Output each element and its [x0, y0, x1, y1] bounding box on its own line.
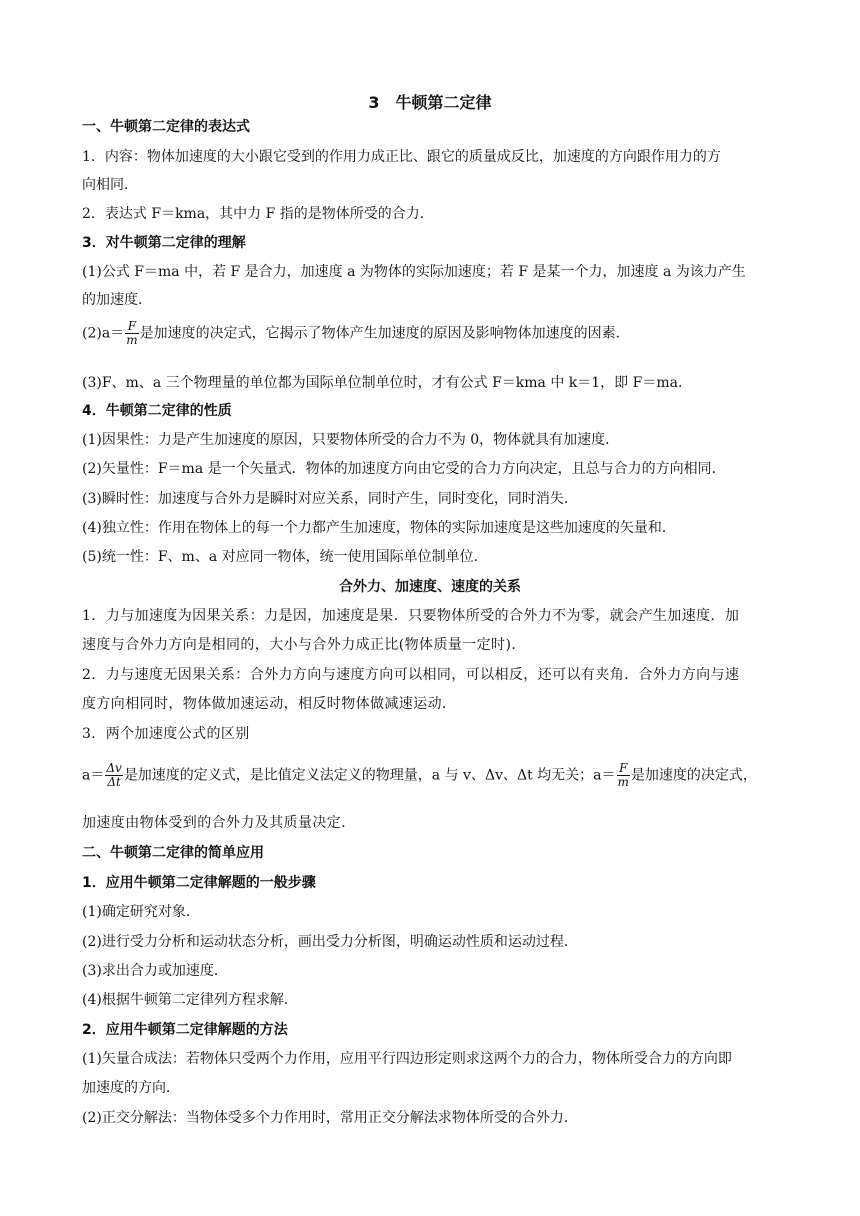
property-independence: (4)独立性：作用在物体上的每一个力都产生加速度，物体的实际加速度是这些加速度的矢量和．	[82, 520, 676, 536]
fraction-numerator: Δv	[106, 761, 122, 775]
fraction-f-over-m-2	[617, 762, 630, 789]
subheading-understanding: 3．对牛顿第二定律的理解	[82, 235, 246, 251]
fraction-f-over-m	[125, 320, 138, 347]
relation-3: 3．两个加速度公式的区别	[82, 726, 250, 742]
formula-comparison-cont: 加速度由物体受到的合外力及其质量决定．	[82, 815, 356, 831]
subtitle-relationship: 合外力、加速度、速度的关系	[339, 579, 521, 595]
property-causality: (1)因果性：力是产生加速度的原因，只要物体所受的合力不为 0，物体就具有加速度．	[82, 432, 620, 448]
property-instantaneous: (3)瞬时性：加速度与合外力是瞬时对应关系，同时产生，同时变化，同时消失．	[82, 491, 578, 507]
subheading-properties: 4．牛顿第二定律的性质	[82, 403, 232, 419]
relation-2-cont: 度方向相同时，物体做加速运动，相反时物体做减速运动．	[82, 696, 457, 712]
method-orthogonal-decomposition: (2)正交分解法：当物体受多个力作用时，常用正交分解法求物体所受的合外力．	[82, 1110, 578, 1126]
section-heading-2: 二、牛顿第二定律的简单应用	[82, 845, 264, 861]
paragraph-content-cont: 向相同．	[82, 177, 138, 193]
fraction-numerator: F	[125, 320, 138, 334]
formula-comparison	[82, 762, 782, 789]
understanding-1-cont: 的加速度．	[82, 292, 152, 308]
paragraph-expression: 2．表达式 F＝kma，其中力 F 指的是物体所受的合力．	[82, 206, 434, 222]
formula-middle: 是加速度的定义式，是比值定义法定义的物理量，a 与 v、Δv、Δt 均无关；a＝	[123, 767, 616, 784]
formula-suffix: 是加速度的决定式，	[630, 767, 757, 784]
u2-prefix: (2)a＝	[82, 325, 125, 342]
section-heading-1: 一、牛顿第二定律的表达式	[82, 119, 250, 135]
step-1: (1)确定研究对象．	[82, 904, 200, 920]
fraction-denominator: Δt	[107, 775, 121, 789]
fraction-denominator: m	[617, 775, 629, 789]
step-4: (4)根据牛顿第二定律列方程求解．	[82, 992, 298, 1008]
relation-1: 1．力与加速度为因果关系：力是因，加速度是果．只要物体所受的合外力不为零，就会产生加速度．加	[82, 608, 740, 624]
understanding-1: (1)公式 F＝ma 中，若 F 是合力，加速度 a 为物体的实际加速度；若 F 是某一个力，加速度 a 为该力产生	[82, 264, 746, 280]
step-3: (3)求出合力或加速度．	[82, 963, 228, 979]
method-vector-synthesis: (1)矢量合成法：若物体只受两个力作用，应用平行四边形定则求这两个力的合力，物体所受合力的方向即	[82, 1051, 732, 1067]
property-unity: (5)统一性：F、m、a 对应同一物体，统一使用国际单位制单位.	[82, 549, 479, 565]
u2-suffix: 是加速度的决定式，它揭示了物体产生加速度的原因及影响物体加速度的因素．	[139, 325, 630, 342]
relation-2: 2．力与速度无因果关系：合外力方向与速度方向可以相同，可以相反，还可以有夹角．合外力方向与速	[82, 667, 740, 683]
fraction-numerator: F	[617, 762, 630, 776]
fraction-denominator: m	[126, 333, 138, 347]
paragraph-content: 1．内容：物体加速度的大小跟它受到的作用力成正比、跟它的质量成反比，加速度的方向跟作用力的方	[82, 149, 721, 165]
subheading-steps: 1．应用牛顿第二定律解题的一般步骤	[82, 875, 316, 891]
page-title: 3 牛顿第二定律	[368, 93, 492, 112]
understanding-2	[82, 320, 782, 347]
understanding-3: (3)F、m、a 三个物理量的单位都为国际单位制单位时，才有公式 F＝kma 中 k＝1，即 F＝ma.	[82, 375, 683, 391]
fraction-dv-over-dt	[105, 762, 122, 789]
relation-1-cont: 速度与合外力方向是相同的，大小与合外力成正比(物体质量一定时)．	[82, 637, 526, 653]
subheading-methods: 2．应用牛顿第二定律解题的方法	[82, 1022, 288, 1038]
step-2: (2)进行受力分析和运动状态分析，画出受力分析图，明确运动性质和运动过程．	[82, 934, 578, 950]
method-vector-synthesis-cont: 加速度的方向．	[82, 1080, 180, 1096]
formula-prefix: a＝	[82, 767, 105, 784]
property-vector: (2)矢量性：F＝ma 是一个矢量式．物体的加速度方向由它受的合力方向决定，且总与合力的方向相同．	[82, 461, 726, 477]
